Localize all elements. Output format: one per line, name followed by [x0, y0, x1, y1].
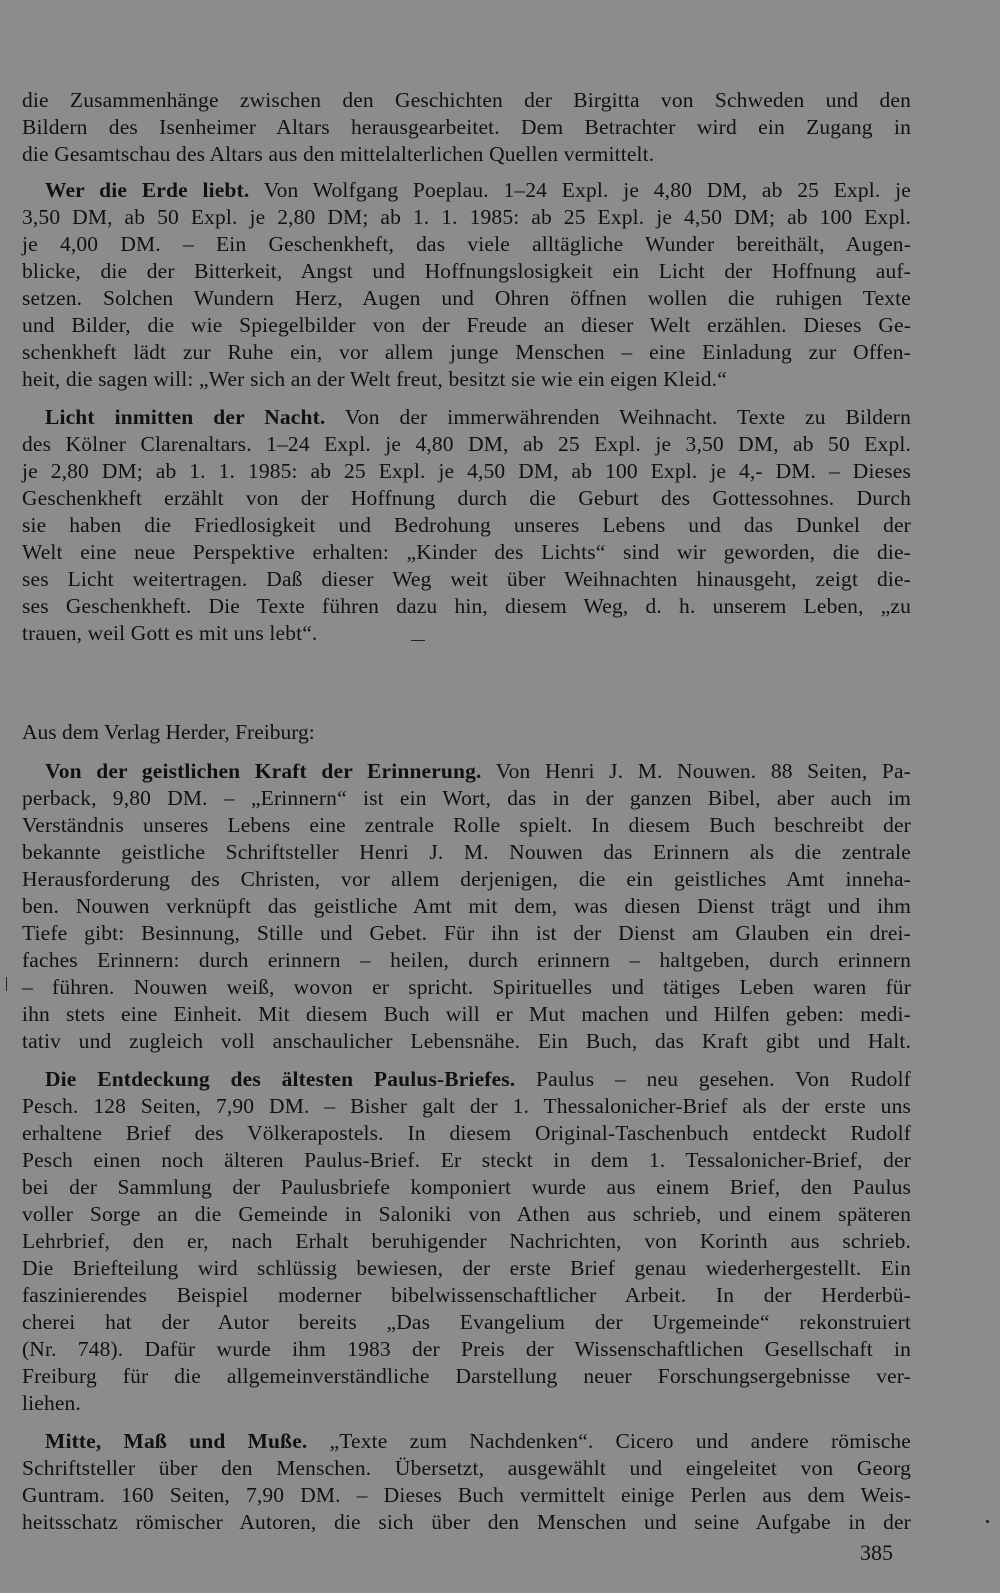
text-line: 3,50 DM, ab 50 Expl. je 2,80 DM; ab 1. 1. 1985: ab 25 Expl. je 4,50 DM; ab 100 Expl. — [22, 205, 911, 229]
entry-text: Paulus – neu gesehen. Von Rudolf — [515, 1067, 911, 1091]
text-line: voller Sorge an die Gemeinde in Saloniki von Athen aus schrieb, und einem späteren — [22, 1202, 911, 1226]
entry-text: „Texte zum Nachdenken“. Cicero und andere römische — [307, 1429, 912, 1453]
text-line: ses Geschenkheft. Die Texte führen dazu hin, diesem Weg, d. h. unserem Leben, „zu — [22, 594, 911, 618]
entry-text: Von Henri J. M. Nouwen. 88 Seiten, Pa- — [481, 759, 911, 783]
text-line: und Bilder, die wie Spiegelbilder von der Freude an dieser Welt erzählen. Dieses Ge- — [22, 313, 911, 337]
text-line: Lehrbrief, den er, nach Erhalt beruhigender Nachrichten, von Korinth aus schrieb. — [22, 1229, 911, 1253]
entry-first-line — [45, 177, 911, 203]
publisher-heading: Aus dem Verlag Herder, Freiburg: — [22, 720, 315, 744]
text-line: faszinierendes Beispiel moderner bibelwissenschaftlicher Arbeit. In der Herderbü- — [22, 1283, 911, 1307]
entry-title: Mitte, Maß und Muße. — [45, 1429, 308, 1453]
page-number: 385 — [860, 1540, 893, 1565]
text-line: bekannte geistliche Schriftsteller Henri J. M. Nouwen das Erinnern als die zentrale — [22, 840, 911, 864]
text-line: tativ und zugleich voll anschaulicher Lebensnähe. Ein Buch, das Kraft gibt und Halt. — [22, 1029, 911, 1053]
text-line: ben. Nouwen verknüpft das geistliche Amt mit dem, was diesen Dienst trägt und ihm — [22, 894, 911, 918]
text-line: Pesch einen noch älteren Paulus-Brief. Er steckt in dem 1. Tessalonicher-Brief, der — [22, 1148, 911, 1172]
text-line: sie haben die Friedlosigkeit und Bedrohung unseres Lebens und das Dunkel der — [22, 513, 911, 537]
text-line: Tiefe gibt: Besinnung, Stille und Gebet. Für ihn ist der Dienst am Glauben ein drei- — [22, 921, 911, 945]
text-line: Verständnis unseres Lebens eine zentrale Rolle spielt. In diesem Buch beschreibt der — [22, 813, 911, 837]
text-line: Guntram. 160 Seiten, 7,90 DM. – Dieses Buch vermittelt einige Perlen aus dem Weis- — [22, 1483, 911, 1507]
text-line: je 4,00 DM. – Ein Geschenkheft, das viele alltägliche Wunder bereithält, Augen- — [22, 232, 911, 256]
text-line: liehen. — [22, 1391, 81, 1415]
entry-title: Von der geistlichen Kraft der Erinnerung. — [45, 759, 482, 783]
separator-mark — [411, 640, 425, 641]
text-line: heitsschatz römischer Autoren, die sich über den Menschen und seine Aufgabe in der — [22, 1510, 911, 1534]
text-line: faches Erinnern: durch erinnern – heilen, durch erinnern – haltgeben, durch erinnern — [22, 948, 911, 972]
text-line: bei der Sammlung der Paulusbriefe komponiert wurde aus einem Brief, den Paulus — [22, 1175, 911, 1199]
text-line: ses Licht weitertragen. Daß dieser Weg weit über Weihnachten hinausgeht, zeigt die- — [22, 567, 911, 591]
text-line: des Kölner Clarenaltars. 1–24 Expl. je 4,80 DM, ab 25 Expl. je 3,50 DM, ab 50 Expl. — [22, 432, 911, 456]
entry-first-line — [45, 758, 911, 784]
text-line: perback, 9,80 DM. – „Erinnern“ ist ein Wort, das in der ganzen Bibel, aber auch im — [22, 786, 911, 810]
entry-text: Von Wolfgang Poeplau. 1–24 Expl. je 4,80 DM, ab 25 Expl. je — [249, 178, 911, 202]
speck-mark — [986, 1520, 989, 1523]
entry-title: Wer die Erde liebt. — [45, 178, 250, 202]
entry-title: Licht inmitten der Nacht. — [45, 405, 326, 429]
text-line: Die Briefteilung wird schlüssig bewiesen, der erste Brief genau wiederhergestellt. Ein — [22, 1256, 911, 1280]
margin-mark — [6, 977, 7, 991]
entry-first-line — [45, 1428, 911, 1454]
text-line: Pesch. 128 Seiten, 7,90 DM. – Bisher galt der 1. Thessalonicher-Brief als der erste uns — [22, 1094, 911, 1118]
entry-first-line — [45, 404, 911, 430]
text-line: setzen. Solchen Wundern Herz, Augen und Ohren öffnen wollen die ruhigen Texte — [22, 286, 911, 310]
text-line: (Nr. 748). Dafür wurde ihm 1983 der Preis der Wissenschaftlichen Gesellschaft in — [22, 1337, 911, 1361]
text-line: die Zusammenhänge zwischen den Geschichten der Birgitta von Schweden und den — [22, 88, 911, 112]
entry-title: Die Entdeckung des ältesten Paulus-Briefes. — [45, 1067, 516, 1091]
text-line: trauen, weil Gott es mit uns lebt“. — [22, 621, 318, 645]
text-line: Welt eine neue Perspektive erhalten: „Kinder des Lichts“ sind wir geworden, die die- — [22, 540, 911, 564]
entry-text: Von der immerwährenden Weihnacht. Texte zu Bildern — [325, 405, 911, 429]
text-line: ihn stets eine Einheit. Mit diesem Buch will er Mut machen und Hilfen geben: medi- — [22, 1002, 911, 1026]
text-line: heit, die sagen will: „Wer sich an der Welt freut, besitzt sie wie ein eigen Kleid.“ — [22, 367, 727, 391]
text-line: cherei hat der Autor bereits „Das Evangelium der Urgemeinde“ rekonstruiert — [22, 1310, 911, 1334]
entry-first-line — [45, 1066, 911, 1092]
text-line: Freiburg für die allgemeinverständliche Darstellung neuer Forschungsergebnisse ver- — [22, 1364, 911, 1388]
text-line: blicke, die der Bitterkeit, Angst und Hoffnungslosigkeit ein Licht der Hoffnung auf- — [22, 259, 911, 283]
text-line: – führen. Nouwen weiß, wovon er spricht. Spirituelles und tätiges Leben waren für — [22, 975, 911, 999]
text-line: schenkheft lädt zur Ruhe ein, vor allem junge Menschen – eine Einladung zur Offen- — [22, 340, 911, 364]
text-line: Schriftsteller über den Menschen. Übersetzt, ausgewählt und eingeleitet von Georg — [22, 1456, 911, 1480]
text-line: Herausforderung des Christen, vor allem derjenigen, die ein geistliches Amt inneha- — [22, 867, 911, 891]
text-line: Bildern des Isenheimer Altars herausgearbeitet. Dem Betrachter wird ein Zugang in — [22, 115, 911, 139]
text-line: Geschenkheft erzählt von der Hoffnung durch die Geburt des Gottessohnes. Durch — [22, 486, 911, 510]
text-line: erhaltene Brief des Völkerapostels. In diesem Original-Taschenbuch entdeckt Rudolf — [22, 1121, 911, 1145]
text-line: je 2,80 DM; ab 1. 1. 1985: ab 25 Expl. je 4,50 DM, ab 100 Expl. je 4,- DM. – Dieses — [22, 459, 911, 483]
text-line: die Gesamtschau des Altars aus den mittelalterlichen Quellen vermittelt. — [22, 142, 655, 166]
